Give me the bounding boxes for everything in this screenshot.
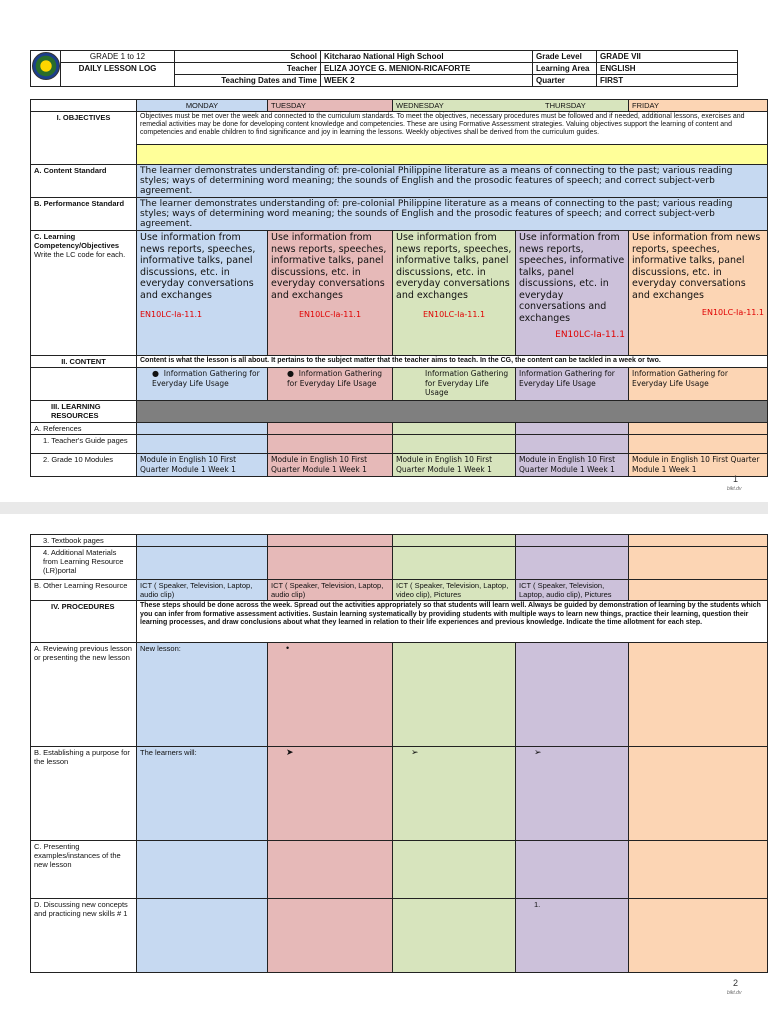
thursday-label: THURSDAY	[545, 101, 586, 110]
school-label: School	[175, 51, 321, 63]
page-1	[0, 0, 768, 502]
performance-standard-text: The learner demonstrates understanding of: pre-colonial Philippine literature as a means of connecting to the past; various reading styles; ways of determining word meaning; the sounds of English and the prosodic features of speech; and correct subject-verb agreement.	[137, 198, 768, 231]
learning-area-value: ENGLISH	[597, 63, 738, 75]
procedures-label: IV. PROCEDURES	[31, 601, 137, 643]
content-label: II. CONTENT	[31, 356, 137, 368]
ict-thursday: ICT ( Speaker, Television, Laptop, audio clip), Pictures	[516, 580, 629, 601]
deped-seal	[31, 51, 61, 87]
objectives-label: I. OBJECTIVES	[31, 112, 137, 165]
quarter-value: FIRST	[597, 75, 738, 87]
topic-friday: Information Gathering for Everyday Life Usage	[629, 368, 768, 401]
competency-label: C. Learning Competency/Objectives	[34, 232, 120, 250]
purpose-wednesday: ➢	[393, 747, 516, 841]
lesson-table-page2	[30, 534, 768, 973]
quarter-label: Quarter	[533, 75, 597, 87]
competency-label-cell	[31, 231, 137, 356]
page-number-1: 1	[733, 474, 739, 484]
objectives-text: Objectives must be met over the week and connected to the curriculum standards. To meet the objectives, necessary procedures must be followed and if needed, additional lessons, exercises and remedial activities may be done for developing content knowledge and competencies. These are using Formative Assessment strategies. Valuing objectives support the learning of content and competencies and enable children to find significance and joy in learning the lessons. Weekly objectives shall be derived from the curriculum guides.	[137, 112, 768, 145]
module-friday: Module in English 10 First Quarter Module 1 Week 1	[629, 454, 768, 477]
module-monday: Module in English 10 First Quarter Module 1 Week 1	[137, 454, 268, 477]
lc-code-monday: EN10LC-Ia-11.1	[140, 310, 203, 319]
competency-tuesday-text: Use information from news reports, speeches, informative talks, panel discussions, etc. in everyday conversations and exchanges	[271, 232, 387, 301]
references-label: A. References	[31, 423, 137, 435]
lc-code-tuesday: EN10LC-Ia-11.1	[298, 310, 362, 319]
content-standard-text: The learner demonstrates understanding of: pre-colonial Philippine literature as a means of connecting to the past; various reading styles; ways of determining word meaning; the sounds of English and the prosodic features of speech; and correct subject-verb agreement.	[137, 165, 768, 198]
textbook-label: 3. Textbook pages	[31, 535, 137, 547]
purpose-monday: The learners will:	[137, 747, 268, 841]
objectives-highlight	[137, 145, 768, 165]
competency-thursday	[516, 231, 629, 356]
review-label: A. Reviewing previous lesson or presenting the new lesson	[31, 643, 137, 747]
purpose-label: B. Establishing a purpose for the lesson	[31, 747, 137, 841]
competency-monday	[137, 231, 268, 356]
lesson-table-page1	[30, 99, 768, 477]
teachers-guide-label: 1. Teacher's Guide pages	[31, 435, 137, 454]
dates-value: WEEK 2	[321, 75, 533, 87]
dates-label: Teaching Dates and Time	[175, 75, 321, 87]
purpose-thursday: ➢	[516, 747, 629, 841]
day-header-monday: MONDAY	[137, 100, 268, 112]
page-footer-2: bikt.dv	[727, 990, 742, 996]
additional-materials-label: 4. Additional Materials from Learning Resource (LR)portal	[31, 547, 137, 580]
ict-tuesday: ICT ( Speaker, Television, Laptop, audio clip)	[268, 580, 393, 601]
competency-wednesday	[393, 231, 516, 356]
school-value: Kitcharao National High School	[321, 51, 533, 63]
grade-level-value: GRADE VII	[597, 51, 738, 63]
ict-wednesday: ICT ( Speaker, Television, Laptop, video clip), Pictures	[393, 580, 516, 601]
day-header-friday: FRIDAY	[629, 100, 768, 112]
day-header-wednesday	[393, 100, 629, 112]
page-footer-1: bikt.dv	[727, 486, 742, 492]
page-2	[0, 514, 768, 1024]
log-title: DAILY LESSON LOG	[61, 63, 175, 87]
learning-area-label: Learning Area	[533, 63, 597, 75]
content-standard-label: A. Content Standard	[31, 165, 137, 198]
seal-logo	[32, 52, 60, 80]
discussing-label: D. Discussing new concepts and practicing new skills # 1	[31, 899, 137, 973]
module-tuesday: Module in English 10 First Quarter Module 1 Week 1	[268, 454, 393, 477]
examples-label: C. Presenting examples/instances of the new lesson	[31, 841, 137, 899]
topic-tuesday: ● Information Gathering for Everyday Life Usage	[268, 368, 393, 401]
day-header-tuesday: TUESDAY	[268, 100, 393, 112]
wednesday-label: WEDNESDAY	[396, 101, 444, 110]
topic-wednesday: Information Gathering for Everyday Life Usage	[393, 368, 516, 401]
topic-monday: ● Information Gathering for Everyday Life Usage	[137, 368, 268, 401]
content-topic-blank	[31, 368, 137, 401]
lc-code-thursday: EN10LC-Ia-11.1	[555, 330, 626, 340]
lc-code-friday: EN10LC-Ia-11.1	[701, 308, 765, 317]
procedures-text: These steps should be done across the week. Spread out the activities appropriately so that students will learn well. Always be guided by demonstration of learning by the students which you can infer from formative assessment activities. Sustain learning systematically by providing students with multiple ways to learn new things, practice their learning, question their learning processes, and draw conclusions about what they learned in relation to their life experiences and previous knowledge. Indicate the time allotment for each step.	[137, 601, 768, 643]
competency-friday-text: Use information from news reports, speeches, informative talks, panel discussions, etc. in everyday conversations and exchanges	[632, 232, 761, 301]
competency-sub: Write the LC code for each.	[34, 250, 126, 259]
topic-monday-text: Information Gathering for Everyday Life Usage	[152, 369, 260, 388]
topic-tuesday-text: Information Gathering for Everyday Life Usage	[287, 369, 382, 388]
performance-standard-label: B. Performance Standard	[31, 198, 137, 231]
page-number-2: 2	[733, 978, 739, 988]
review-monday: New lesson:	[137, 643, 268, 747]
module-wednesday: Module in English 10 First Quarter Module 1 Week 1	[393, 454, 516, 477]
competency-thursday-text: Use information from news reports, speeches, informative talks, panel discussions, etc. in everyday conversations and exchanges	[519, 232, 625, 324]
ict-monday: ICT ( Speaker, Television, Laptop, audio clip)	[137, 580, 268, 601]
review-tuesday: •	[268, 643, 393, 747]
competency-wednesday-text: Use information from news reports, speeches, informative talks, panel discussions, etc. in everyday conversations and exchanges	[396, 232, 512, 301]
grades-label: GRADE 1 to 12	[61, 51, 175, 63]
purpose-tuesday: ➤	[268, 747, 393, 841]
learning-resources-label: III. LEARNING RESOURCES	[31, 401, 137, 423]
competency-friday	[629, 231, 768, 356]
discussing-thursday: 1.	[516, 899, 629, 973]
teacher-label: Teacher	[175, 63, 321, 75]
content-text: Content is what the lesson is all about. It pertains to the subject matter that the teacher aims to teach. In the CG, the content can be tackled in a week or two.	[137, 356, 768, 368]
header-table	[30, 50, 738, 87]
competency-monday-text: Use information from news reports, speeches, informative talks, panel discussions, etc. in everyday conversations and exchanges	[140, 232, 256, 301]
lc-code-wednesday: EN10LC-Ia-11.1	[422, 310, 486, 319]
teacher-value: ELIZA JOYCE G. MENION-RICAFORTE	[321, 63, 533, 75]
grade-level-label: Grade Level	[533, 51, 597, 63]
competency-tuesday	[268, 231, 393, 356]
module-thursday: Module in English 10 First Quarter Module 1 Week 1	[516, 454, 629, 477]
modules-label: 2. Grade 10 Modules	[31, 454, 137, 477]
learning-resources-bar	[137, 401, 768, 423]
blank-corner	[31, 100, 137, 112]
topic-thursday: Information Gathering for Everyday Life Usage	[516, 368, 629, 401]
other-resource-label: B. Other Learning Resource	[31, 580, 137, 601]
